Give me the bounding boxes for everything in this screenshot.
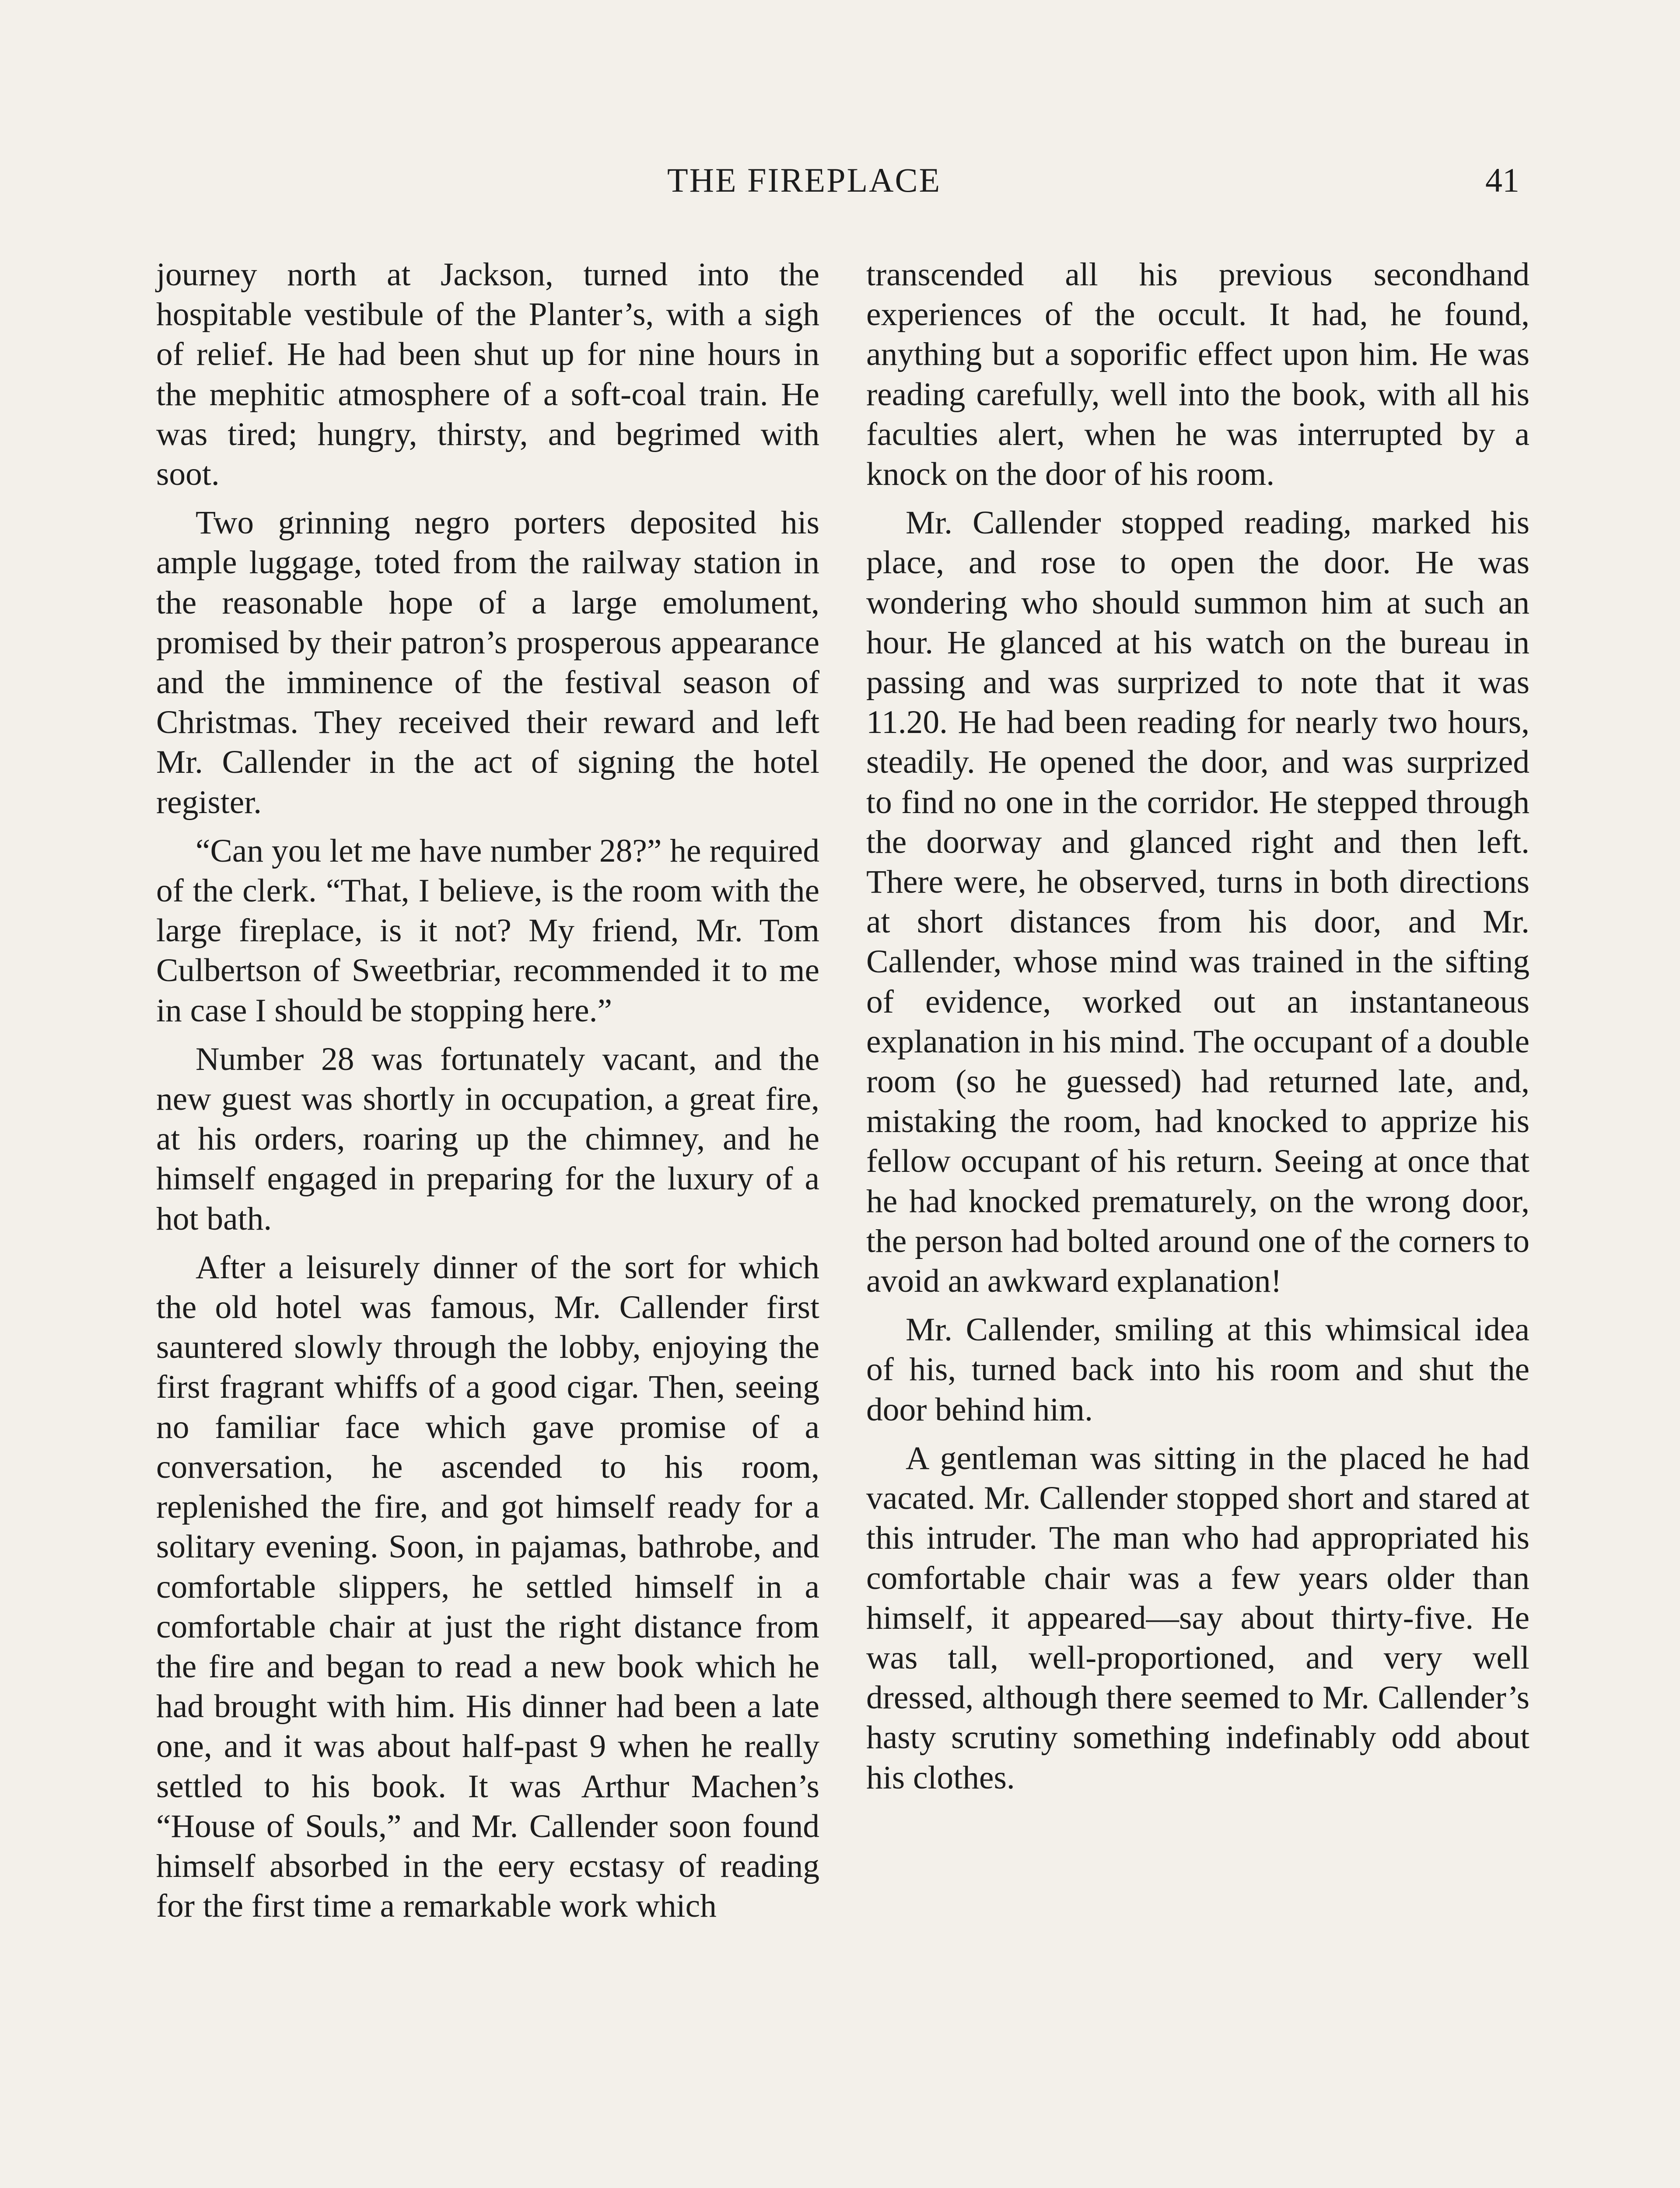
paragraph: journey north at Jackson, turned into the hospitable vestibule of the Planter’s, with a sigh of relief. He had been shut up for nine hours in the mephitic atmosphere of a soft-coal train. He was tired; hungry, thirsty, and begrimed with soot. <box>156 256 819 493</box>
right-column <box>866 255 1530 1798</box>
paragraph: transcended all his previous secondhand experiences of the occult. It had, he found, anything but a soporific effect upon him. He was reading carefully, well into the book, with all his faculties alert, when he was interrupted by a knock on the door of his room. <box>866 256 1530 493</box>
paragraph: “Can you let me have number 28?” he required of the clerk. “That, I believe, is the room with the large fireplace, is it not? My friend, Mr. Tom Culbertson of Sweetbriar, recommended it to me in case I should be stopping here.” <box>156 832 819 1029</box>
paragraph: Mr. Callender stopped reading, marked his place, and rose to open the door. He was wondering who should summon him at such an hour. He glanced at his watch on the bureau in passing and was surprized to note that it was 11.20. He had been reading for nearly two hours, steadily. He opened the door, and was surprized to find no one in the corridor. He stepped through the doorway and glanced right and then left. There were, he observed, turns in both directions at short distances from his door, and Mr. Callender, whose mind was trained in the sifting of evidence, worked out an instantaneous explanation in his mind. The occupant of a double room (so he guessed) had returned late, and, mistaking the room, had knocked to apprize his fellow occupant of his return. Seeing at once that he had knocked prematurely, on the wrong door, the person had bolted around one of the corners to avoid an awkward explanation! <box>866 505 1530 1300</box>
paragraph: Number 28 was fortunately vacant, and the new guest was shortly in occupation, a great fire, at his orders, roaring up the chimney, and he himself engaged in preparing for the luxury of a hot bath. <box>156 1041 819 1237</box>
paragraph: After a leisurely dinner of the sort for which the old hotel was famous, Mr. Callender first sauntered slowly through the lobby, enjoying the first fragrant whiffs of a good cigar. Then, seeing no familiar face which gave promise of a conversation, he ascended to his room, replenished the fire, and got himself ready for a solitary evening. Soon, in pajamas, bathrobe, and comfortable slippers, he settled himself in a comfortable chair at just the right distance from the fire and began to read a new book which he had brought with him. His dinner had been a late one, and it was about half-past 9 when he really settled to his book. It was Arthur Machen’s “House of Souls,” and Mr. Callender soon found himself absorbed in the eery ecstasy of reading for the first time a remarkable work which <box>156 1249 819 1925</box>
running-head: THE FIREPLACE <box>667 161 942 199</box>
paragraph: Two grinning negro porters deposited his ample luggage, toted from the railway station in the reasonable hope of a large emolument, promised by their patron’s prosperous appearance and the imminence of the festival season of Christmas. They received their reward and left Mr. Callender in the act of signing the hotel register. <box>156 505 819 820</box>
page-header <box>0 158 1680 202</box>
page-number: 41 <box>1485 161 1519 199</box>
left-column <box>156 255 819 1926</box>
paragraph: A gentleman was sitting in the placed he had vacated. Mr. Callender stopped short and stared at this intruder. The man who had appropriated his comfortable chair was a few years older than himself, it appeared—say about thirty-five. He was tall, well-proportioned, and very well dressed, although there seemed to Mr. Callender’s hasty scrutiny something indefinably odd about his clothes. <box>866 1440 1530 1796</box>
paragraph: Mr. Callender, smiling at this whimsical idea of his, turned back into his room and shut the door behind him. <box>866 1311 1530 1428</box>
